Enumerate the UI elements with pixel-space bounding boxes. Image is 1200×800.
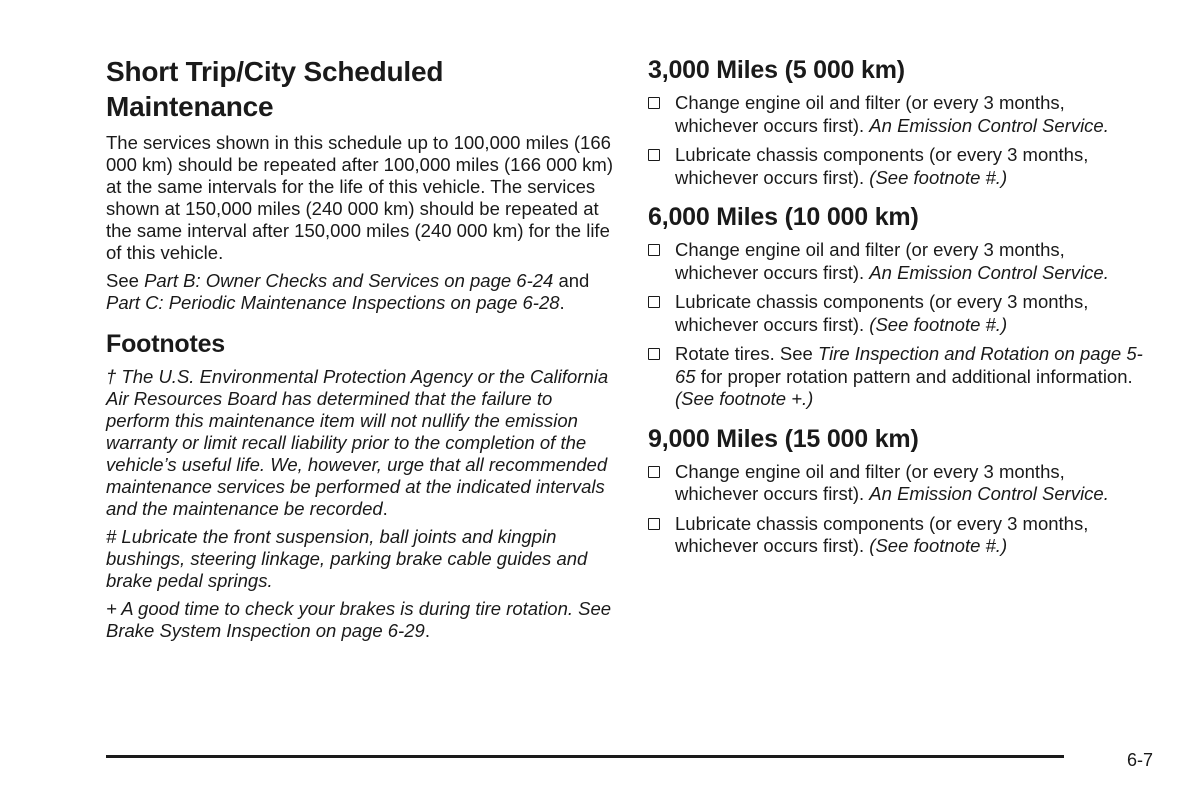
checklist-6000 — [648, 239, 1148, 411]
footnote-plus-text: + A good time to check your brakes is during tire rotation. See Brake System Inspection on page 6-29 — [106, 598, 612, 641]
list-item — [648, 461, 1148, 506]
footnote-dagger-text: † The U.S. Environmental Protection Agency or the California Air Resources Board has determined that the failure to perform this maintenance item will not nullify the emission warranty or limit recall liability prior to the completion of the vehicle’s useful life. We, however, urge that all recommended maintenance services be performed at the indicated intervals and the maintenance be recorded — [106, 366, 609, 519]
section-heading-9000: 9,000 Miles (15 000 km) — [648, 424, 919, 453]
checkbox-icon — [648, 296, 660, 308]
footnote-plus — [106, 598, 614, 642]
footnote-dagger-end: . — [382, 498, 388, 519]
footnotes-heading: Footnotes — [106, 330, 226, 358]
item-text: Change engine oil and filter (or every 3 months, whichever occurs first). — [675, 460, 1065, 504]
checkbox-icon — [648, 466, 660, 478]
item-text: Lubricate chassis components (or every 3 months, whichever occurs first). — [675, 291, 1089, 335]
see-mid: and — [553, 270, 590, 291]
item-note: (See footnote +.) — [675, 388, 814, 409]
page-number: 6-7 — [1127, 750, 1154, 770]
item-note: (See footnote #.) — [869, 313, 1008, 335]
checklist-3000 — [648, 92, 1148, 189]
footnote-dagger — [106, 366, 614, 520]
see-end: . — [559, 292, 565, 313]
item-note: An Emission Control Service. — [869, 261, 1109, 283]
list-item — [648, 513, 1148, 558]
item-note: An Emission Control Service. — [869, 483, 1109, 504]
cross-reference-link-periodic-inspections[interactable]: Part C: Periodic Maintenance Inspections on page 6-28 — [106, 292, 560, 313]
checkbox-icon — [648, 149, 660, 161]
footer-divider — [106, 755, 1064, 758]
page-title: Short Trip/City Scheduled Maintenance — [106, 56, 444, 122]
item-text: Lubricate chassis components (or every 3 months, whichever occurs first). — [675, 144, 1089, 188]
checklist-9000 — [648, 461, 1148, 558]
section-heading-3000: 3,000 Miles (5 000 km) — [648, 56, 905, 84]
right-column — [648, 54, 1148, 565]
list-item — [648, 291, 1148, 336]
intro-paragraph: The services shown in this schedule up to 100,000 miles (166 000 km) should be repeated after 100,000 miles (166 000 km) at the same intervals for the life of this vehicle. The services shown at 150,000 miles (240 000 km) should be repeated at the same interval after 150,000 miles (240 000 km) for the life of this vehicle. — [106, 132, 613, 263]
item-text-post: for proper rotation pattern and additional information. — [695, 365, 1133, 387]
section-heading-6000: 6,000 Miles (10 000 km) — [648, 203, 919, 231]
item-note: An Emission Control Service. — [869, 114, 1109, 136]
item-note: (See footnote #.) — [869, 166, 1008, 188]
list-item — [648, 144, 1148, 189]
footnote-plus-end: . — [424, 620, 430, 641]
checkbox-icon — [648, 518, 660, 530]
item-text: Change engine oil and filter (or every 3 months, whichever occurs first). — [675, 239, 1065, 283]
cross-reference-link-owner-checks[interactable]: Part B: Owner Checks and Services on page 6-24 — [144, 270, 554, 291]
list-item — [648, 239, 1148, 284]
see-prefix: See — [106, 270, 145, 291]
list-item — [648, 343, 1148, 411]
list-item — [648, 92, 1148, 137]
see-also-paragraph — [106, 270, 614, 314]
checkbox-icon — [648, 348, 660, 360]
cross-reference-link-tire-rotation[interactable]: Tire Inspection and Rotation on page 5-65 — [675, 343, 1143, 387]
item-text-pre: Rotate tires. See — [675, 343, 818, 364]
item-text: Change engine oil and filter (or every 3 months, whichever occurs first). — [675, 92, 1065, 136]
checkbox-icon — [648, 244, 660, 256]
footnote-hash: # Lubricate the front suspension, ball joints and kingpin bushings, steering linkage, parking brake cable guides and brake pedal springs. — [106, 526, 588, 591]
checkbox-icon — [648, 97, 660, 109]
item-text: Lubricate chassis components (or every 3 months, whichever occurs first). — [675, 512, 1089, 556]
item-note: (See footnote #.) — [869, 535, 1008, 556]
left-column — [106, 54, 614, 648]
